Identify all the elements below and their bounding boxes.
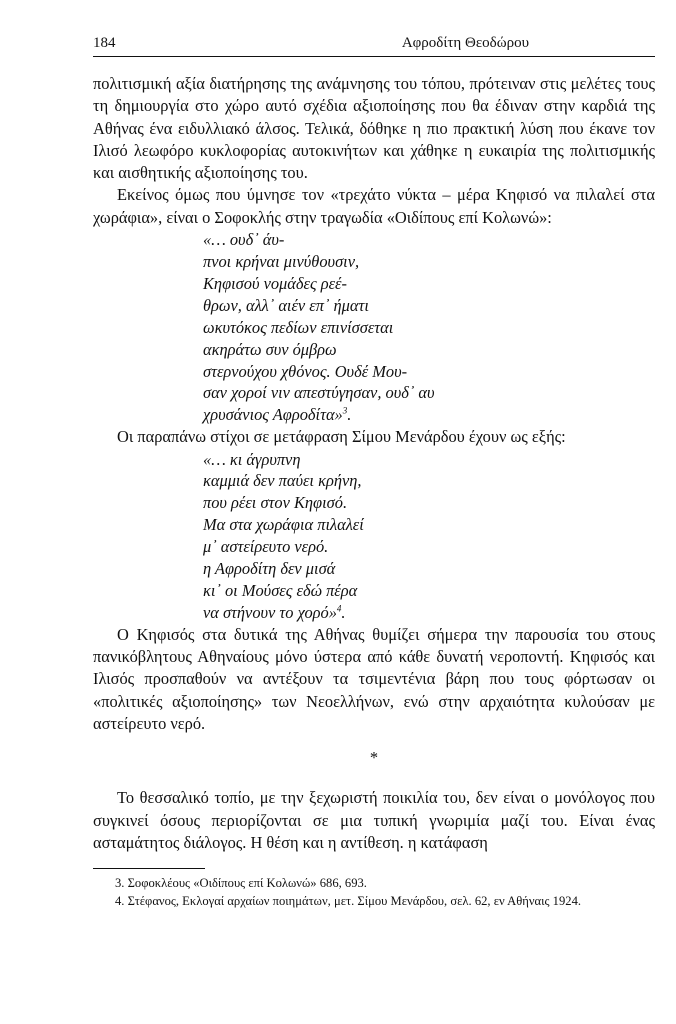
paragraph-sophocles-intro: Εκείνος όμως που ύμνησε τον «τρεχάτο νύκτα – μέρα Κηφισό να πιλαλεί στα χωράφια», είναι ο Σοφοκλής στην τραγωδία «Οιδίπους επί Κολωνώ»:	[93, 185, 655, 227]
verse-line: πνοι κρήναι μινύθουσιν,	[203, 251, 360, 271]
footnote-rule	[93, 868, 205, 869]
verse-line: «… κι άγρυπνη	[203, 449, 301, 469]
verse-line: στερνούχου χθόνος. Ουδέ Μου-	[203, 361, 408, 381]
page-header	[93, 30, 655, 52]
page-body	[93, 73, 655, 910]
verse-quote-ancient	[203, 229, 655, 426]
running-head: Αφροδίτη Θεοδώρου	[401, 35, 529, 51]
verse-quote-translation	[203, 449, 655, 624]
verse-line: Κηφισού νομάδες ρεέ-	[203, 273, 347, 293]
page-number: 184	[93, 35, 116, 51]
verse-line: σαν χοροί νιν απεστύγησαν, ουδ᾽ αυ	[203, 383, 435, 403]
verse-line: καμμιά δεν παύει κρήνη,	[203, 471, 362, 491]
footnote-ref-4: 4	[336, 603, 342, 614]
paragraph-thessaly: Το θεσσαλικό τοπίο, με την ξεχωριστή ποικιλία του, δεν είναι ο μονόλογος που συγκινεί όσους περιορίζονται σε μια τυπική γνωριμία μαζί του. Είναι ένας ασταμάτητος διάλογος. Η θέση και η αντίθεση. η κατάφαση	[93, 788, 655, 852]
verse-line: η Αφροδίτη δεν μισά	[203, 559, 336, 579]
paragraph-continuation: πολιτισμική αξία διατήρησης της ανάμνησης του τόπου, πρότειναν στις μελέτες τους τη δημιουργία στο χώρο αυτό σχέδια αξιοποίησης που θα έδιναν στην καρδιά της Αθήνας ένα ειδυλλιακό άλσος. Τελικά, δόθηκε η πιο πρακτική λύση που έκανε τον Ιλισό λεωφόρο κυκλοφορίας αυτοκινήτων και χάθηκε η ευκαιρία της πολιτισμικής και αισθητικής αξιοποίησης του.	[93, 74, 655, 183]
verse-line-tail: .	[341, 602, 346, 622]
verse-line: Μα στα χωράφια πιλαλεί	[203, 515, 364, 535]
book-page	[93, 30, 655, 910]
paragraph-translation-intro: Οι παραπάνω στίχοι σε μετάφραση Σίμου Μενάρδου έχουν ως εξής:	[117, 427, 566, 447]
verse-line-tail: .	[347, 405, 352, 425]
paragraph-kifisos: Ο Κηφισός στα δυτικά της Αθήνας θυμίζει σήμερα την παρουσία του στους πανικόβλητους Αθηναίους μόνο ύστερα από κάθε δυνατή νεροποντή. Κηφισός και Ιλισός προσπαθούν να αντέξουν τα τσιμεντένια βάρη που τους φόρτωσαν οι «πολιτικές αξιοποίησης» των Νεοελλήνων, ενώ στην αρχαιότητα κυλούσαν με αστείρευτο νερό.	[93, 624, 655, 733]
verse-line: ακηράτω συν όμβρω	[203, 339, 337, 359]
footnote-4: 4. Στέφανος, Εκλογαί αρχαίων ποιημάτων, μετ. Σίμου Μενάρδου, σελ. 62, εν Αθήναις 1924.	[115, 893, 582, 908]
verse-line: «… ουδ᾽ άυ-	[203, 230, 285, 250]
section-separator: *	[369, 748, 379, 768]
verse-line: που ρέει στον Κηφισό.	[203, 493, 348, 513]
verse-line: ωκυτόκος πεδίων επινίσσεται	[203, 317, 394, 337]
verse-line-last	[203, 602, 655, 624]
verse-line-last	[203, 404, 655, 426]
verse-line: μ᾽ αστείρευτο νερό.	[203, 537, 329, 557]
verse-line-text: χρυσάνιος Αφροδίτα»	[203, 405, 343, 425]
header-rule	[93, 56, 655, 57]
verse-line: θρων, αλλ᾽ αιέν επ᾽ ήματι	[203, 295, 369, 315]
verse-line-text: να στήνουν το χορό»	[203, 602, 337, 622]
footnote-3: 3. Σοφοκλέους «Οιδίπους επί Κολωνώ» 686, 693.	[115, 876, 367, 891]
verse-line: κι᾽ οι Μούσες εδώ πέρα	[203, 580, 358, 600]
footnote-ref-3: 3	[342, 405, 348, 416]
